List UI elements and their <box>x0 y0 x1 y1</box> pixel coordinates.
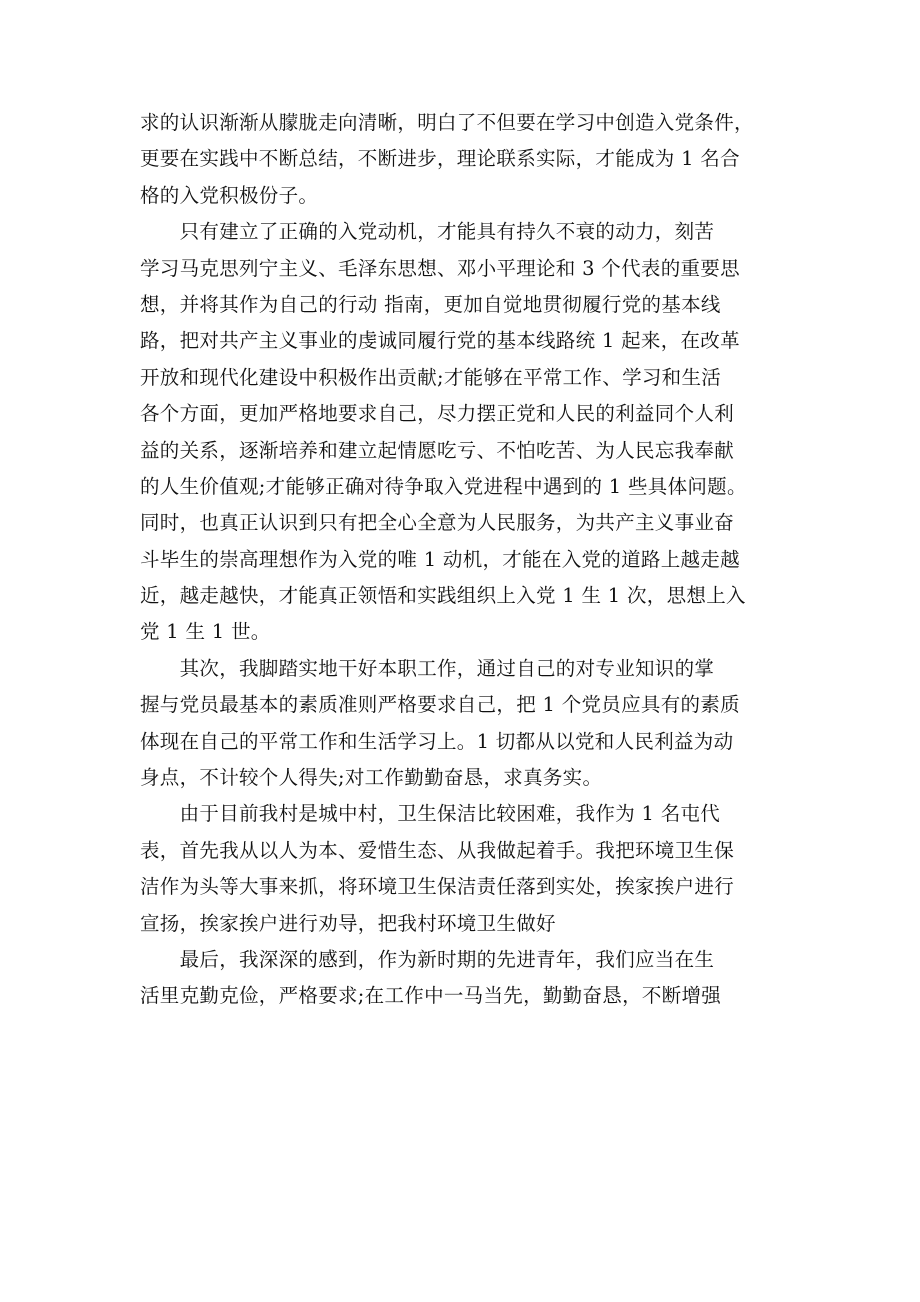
paragraph-2 <box>140 214 780 651</box>
text-line: 党 1 生 1 世。 <box>140 620 271 644</box>
text-line: 体现在自己的平常工作和生活学习上。1 切都从以党和人民利益为动 <box>140 729 734 753</box>
text-line: 开放和现代化建设中积极作出贡献;才能够在平常工作、学习和生活 <box>140 365 722 389</box>
text-line: 同时，也真正认识到只有把全心全意为人民服务，为共产主义事业奋 <box>140 511 735 535</box>
text-line: 由于目前我村是城中村，卫生保洁比较困难，我作为 1 名屯代 <box>140 802 721 826</box>
document-body <box>140 105 780 1015</box>
text-line: 宣扬，挨家挨户进行劝导，把我村环境卫生做好 <box>140 911 556 935</box>
text-line: 握与党员最基本的素质准则严格要求自己，把 1 个党员应具有的素质 <box>140 693 740 717</box>
text-line: 表，首先我从以人为本、爱惜生态、从我做起着手。我把环境卫生保 <box>140 838 735 862</box>
text-line: 最后，我深深的感到，作为新时期的先进青年，我们应当在生 <box>140 947 715 971</box>
text-line: 洁作为头等大事来抓，将环境卫生保洁责任落到实处，挨家挨户进行 <box>140 875 735 899</box>
text-line: 求的认识渐渐从朦胧走向清晰，明白了不但要在学习中创造入党条件， <box>140 111 754 134</box>
paragraph-1 <box>140 105 780 214</box>
text-line: 的人生价值观;才能够正确对待争取入党进程中遇到的 1 些具体问题。 <box>140 474 747 498</box>
text-line: 路，把对共产主义事业的虔诚同履行党的基本线路统 1 起来，在改革 <box>140 329 740 353</box>
text-line: 更要在实践中不断总结，不断进步，理论联系实际，才能成为 1 名合 <box>140 147 740 171</box>
paragraph-4 <box>140 796 780 942</box>
text-line: 格的入党积极份子。 <box>140 183 319 207</box>
text-line: 只有建立了正确的入党动机，才能具有持久不衰的动力，刻苦 <box>140 220 715 244</box>
text-line: 活里克勤克俭，严格要求;在工作中一马当先，勤勤奋恳，不断增强 <box>140 984 722 1008</box>
text-line: 想，并将其作为自己的行动 指南，更加自觉地贯彻履行党的基本线 <box>140 292 721 316</box>
text-line: 各个方面，更加严格地要求自己，尽力摆正党和人民的利益同个人利 <box>140 402 735 426</box>
paragraph-5 <box>140 942 780 1015</box>
text-line: 近，越走越快，才能真正领悟和实践组织上入党 1 生 1 次，思想上入 <box>140 584 746 608</box>
text-line: 身点，不计较个人得失;对工作勤勤奋恳，求真务实。 <box>140 766 603 790</box>
paragraph-3 <box>140 651 780 797</box>
text-line: 其次，我脚踏实地干好本职工作，通过自己的对专业知识的掌 <box>140 656 715 680</box>
text-line: 斗毕生的崇高理想作为入党的唯 1 动机，才能在入党的道路上越走越 <box>140 547 740 571</box>
text-line: 学习马克思列宁主义、毛泽东思想、邓小平理论和 3 个代表的重要思 <box>140 256 740 280</box>
text-line: 益的关系，逐渐培养和建立起情愿吃亏、不怕吃苦、为人民忘我奉献 <box>140 438 735 462</box>
